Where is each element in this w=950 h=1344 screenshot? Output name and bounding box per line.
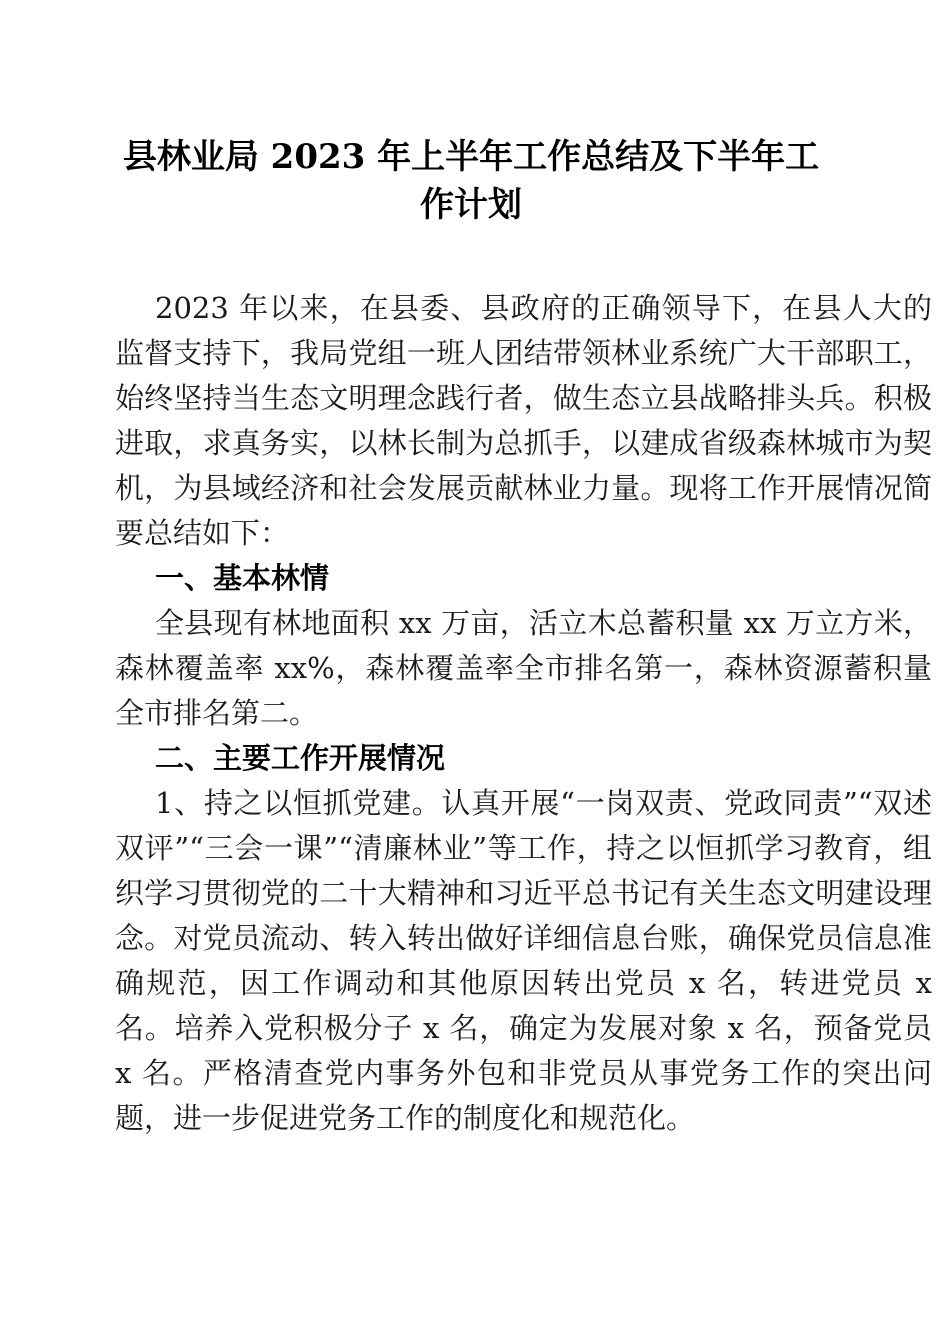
section-heading-basic-forest-status: 一、基本林情	[155, 561, 330, 595]
paragraph-party-building: 1、持之以恒抓党建。认真开展“一岗双责、党政同责”“双述双评”“三会一课”“清廉林业”等工作，持之以恒抓学习教育，组织学习贯彻党的二十大精神和习近平总书记有关生态文明建设理念。对党员流动、转入转出做好详细信息台账，确保党员信息准确规范，因工作调动和其他原因转出党员 x 名，转进党员 x 名。培养入党积极分子 x 名，确定为发展对象 x 名，预备党员 x 名。严格清查党内事务外包和非党员从事党务工作的突出问题，进一步促进党务工作的制度化和规范化。	[115, 786, 932, 1135]
document-content	[115, 133, 932, 1141]
document-title: 县林业局 2023 年上半年工作总结及下半年工作计划	[122, 137, 820, 225]
paragraph-forest-status: 全县现有林地面积 xx 万亩，活立木总蓄积量 xx 万立方米，森林覆盖率 xx%，森林覆盖率全市排名第一，森林资源蓄积量全市排名第二。	[115, 606, 932, 730]
section-heading-main-work: 二、主要工作开展情况	[155, 741, 446, 775]
paragraph-introduction: 2023 年以来，在县委、县政府的正确领导下，在县人大的监督支持下，我局党组一班人团结带领林业系统广大干部职工，始终坚持当生态文明理念践行者，做生态立县战略排头兵。积极进取，求真务实，以林长制为总抓手，以建成省级森林城市为契机，为县域经济和社会发展贡献林业力量。现将工作开展情况简要总结如下：	[115, 291, 932, 550]
